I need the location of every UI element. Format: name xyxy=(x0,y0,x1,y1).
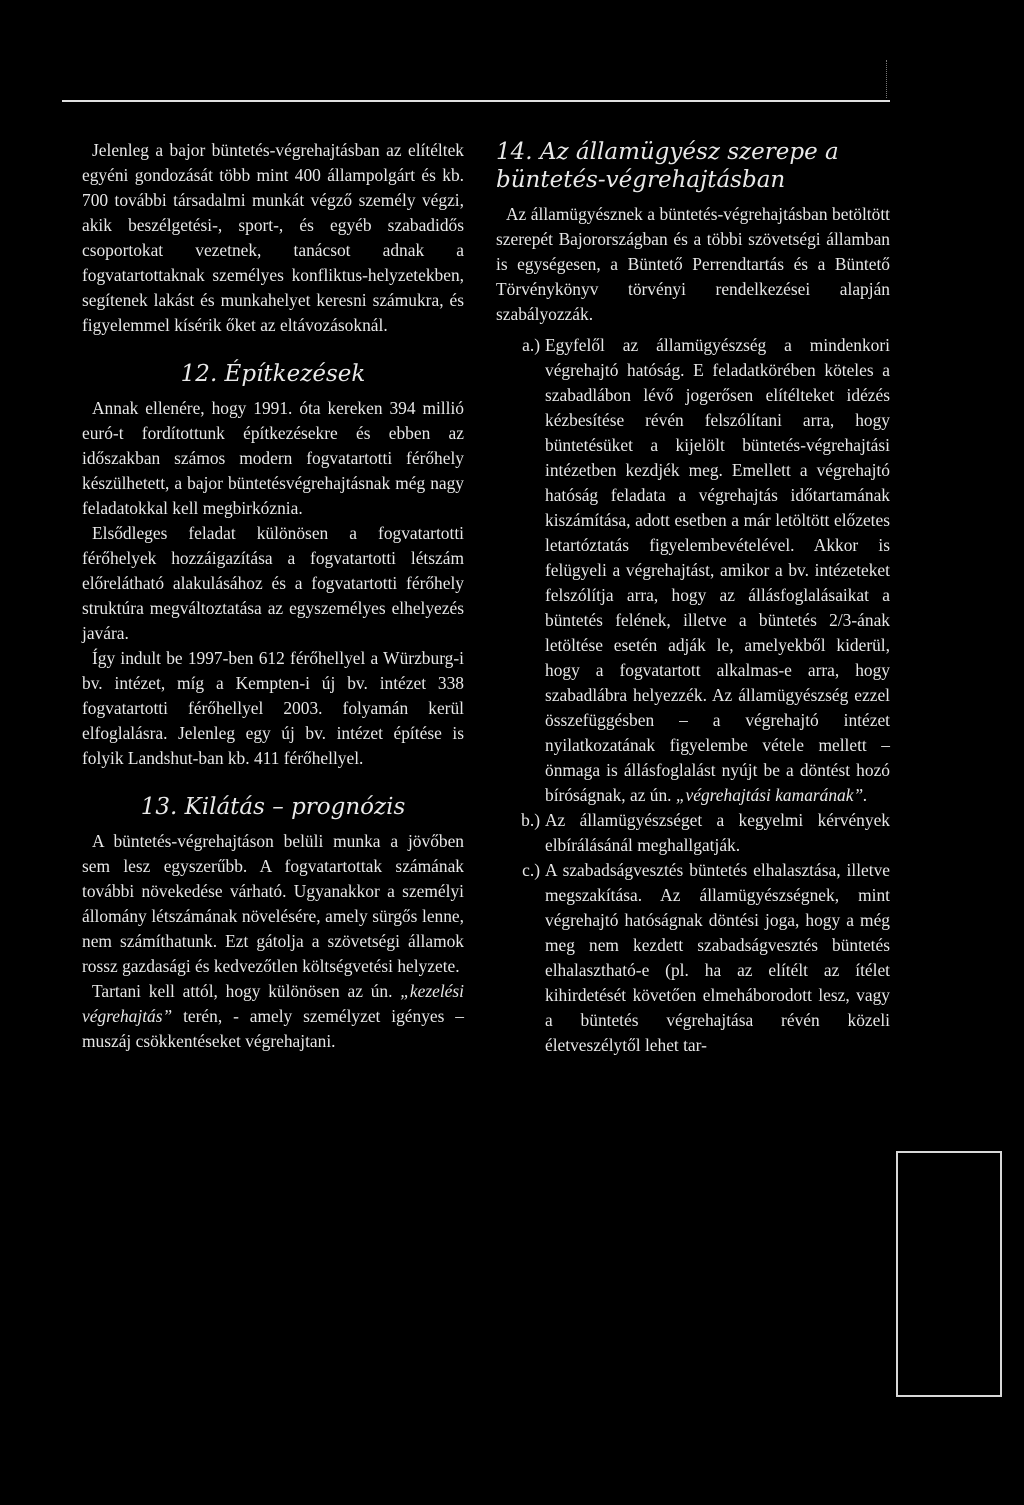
left-column xyxy=(82,138,464,1054)
corner-mark xyxy=(886,60,888,98)
paragraph-treatment-cuts: Tartani kell attól, hogy különösen az ún. „kezelési végrehajtás” terén, - amely személyzet igényes – muszáj csökkentéseket végrehajtani. xyxy=(82,981,464,1051)
right-column xyxy=(496,138,890,1058)
side-box xyxy=(896,1151,1002,1397)
paragraph-outlook: A büntetés-végrehajtáson belüli munka a jövőben sem lesz egyszerűbb. A fogvatartottak számának további növekedése várható. Ugyanakkor a személyi állomány létszámának növelésére, amely sürgős lenne, nem számíthatunk. Ezt gátolja a szövetségi államok rossz gazdasági és kedvezőtlen költségvetési helyzete. xyxy=(82,831,464,976)
heading-12: 12. Építkezések xyxy=(180,361,366,387)
heading-14: 14. Az államügyész szerepe a büntetés-végrehajtásban xyxy=(496,139,839,193)
paragraph-prosecutor-intro: Az államügyésznek a büntetés-végrehajtásban betöltött szerepét Bajorországban és a többi szövetségi államban is egységesen, a Büntető Perrendtartás és a Büntető Törvénykönyv törvényi rendelkezései alapján szabályozzák. xyxy=(496,204,890,324)
list-item-c: c.) A szabadságvesztés büntetés elhalasztása, illetve megszakítása. Az államügyészségnek, mint végrehajtó hatóságnak döntési joga, hogy a még meg nem kezdett szabadságvesztés büntetés elhalasztható-e (pl. ha az elítélt az ítélet kihirdetését követően elmeháborodott lesz, vagy a büntetés végrehajtása révén közeli életveszélytől lehet tar- xyxy=(496,858,890,1058)
chamber-term: „végrehajtási kamarának”. xyxy=(675,785,868,805)
list-label: b.) xyxy=(521,810,540,830)
treatment-term: „kezelési végrehajtás” xyxy=(82,981,464,1026)
paragraph-new-institutions: Így indult be 1997-ben 612 férőhellyel a Würzburg-i bv. intézet, míg a Kempten-i új bv. intézet 338 fogvatartotti férőhellyel 2003. folyamán kerül elfoglalásra. Jelenleg egy új bv. intézet építése is folyik Landshut-ban kb. 411 férőhellyel. xyxy=(82,648,464,768)
paragraph-primary-task: Elsődleges feladat különösen a fogvatartotti férőhelyek hozzáigazítása a fogvatartotti létszám előrelátható alakulásához és a fogvatartotti férőhely struktúra megváltoztatása az egyszemélyes elhelyezés javára. xyxy=(82,523,464,643)
header-rule xyxy=(62,100,890,102)
paragraph-construction: Annak ellenére, hogy 1991. óta kereken 394 millió euró-t fordítottunk építkezésekre és ebben az időszakban számos modern fogvatartotti férőhely készülhetett, a bajor büntetésvégrehajtásnak még nagy feladatokkal kell megbirkóznia. xyxy=(82,398,464,518)
paragraph-social-workers: Jelenleg a bajor büntetés-végrehajtásban az elítéltek egyéni gondozását több mint 400 állampolgárt és kb. 700 további társadalmi munkát végző személy végzi, akik beszélgetési-, sport-, és egyéb szabadidős csoportokat vezetnek, tanácsot adnak a fogvatartottaknak személyes konfliktus-helyzetekben, segítenek lakást és munkahelyet keresni számukra, és figyelemmel kísérik őket az eltávozásoknál. xyxy=(82,140,464,335)
list-item-a: a.) Egyfelől az államügyészség a mindenkori végrehajtó hatóság. E feladatkörében köteles a szabadlábon lévő jogerősen elítélteket idézés kézbesítése révén felszólítani arra, hogy büntetésüket a kijelölt büntetés-végrehajtási intézetben kezdjék meg. Emellett a végrehajtó hatóság feladata a végrehajtás időtartamának kiszámítása, adott esetben a már letöltött előzetes letartóztatás figyelembevételével. Akkor is felügyeli a végrehajtást, amikor a bv. intézeteket felszólítja arra, hogy az állásfoglalásaikat a büntetés felének, illetve a büntetés 2/3-ának letöltése esetén adják le, amelyekből kiderül, hogy a fogvatartott alkalmas-e arra, hogy szabadlábra helyezzék. Az államügyészség ezzel összefüggésben – a végrehajtó intézet nyilatkozatának figyelembe vétele mellett – önmaga is állásfoglalást nyújt be a döntést hozó bíróságnak, az ún. „végrehajtási kamarának”. xyxy=(496,333,890,808)
list-item-b: b.) Az államügyészséget a kegyelmi kérvények elbírálásánál meghallgatják. xyxy=(496,808,890,858)
list-label: a.) xyxy=(522,335,540,355)
list-label: c.) xyxy=(522,860,540,880)
heading-13: 13. Kilátás – prognózis xyxy=(140,794,406,820)
